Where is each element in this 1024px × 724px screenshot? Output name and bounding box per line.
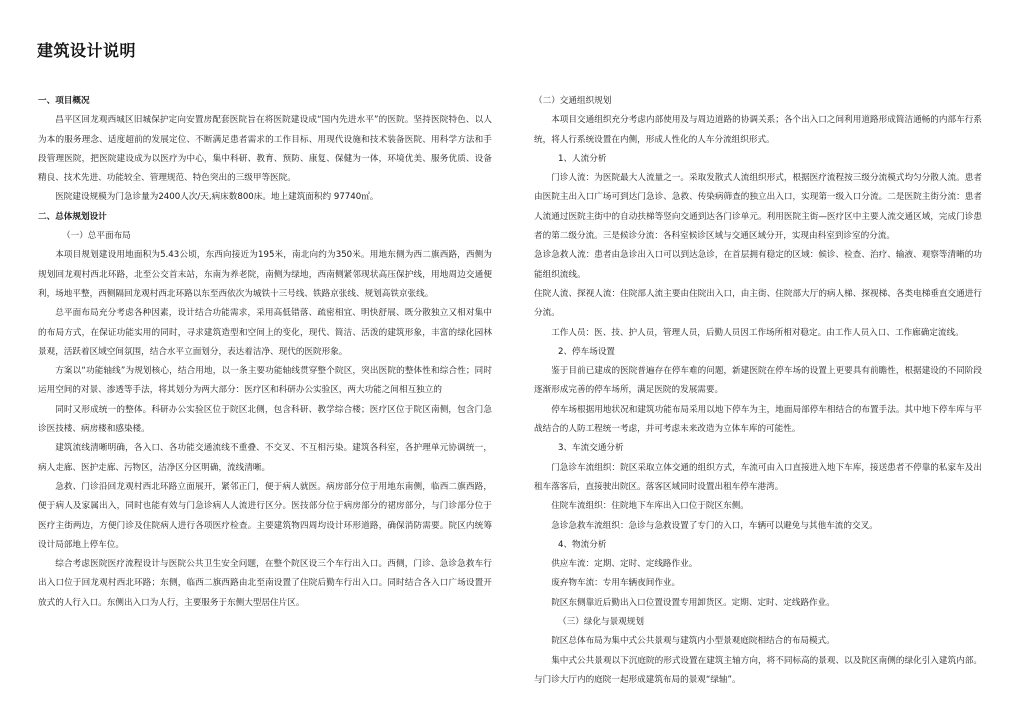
paragraph: 鉴于目前已建成的医院普遍存在停车难的问题，新建医院在停车场的设置上更要具有前瞻性，根据建设的不同阶段逐渐形成完善的停车场所，满足医院的发展需要。	[534, 366, 982, 396]
paragraph: 门急诊车流组织：院区采取立体交通的组织方式，车流可由入口直接进入地下车库，接送患者不停靠的私家车及出租车落客后，直接驶出院区。落客区域同时设置出租车停车港湾。	[534, 462, 982, 492]
subsection-heading: （三）绿化与景观规划	[558, 617, 644, 628]
right-column	[534, 92, 982, 690]
subsection-heading: 4、物流分析	[558, 539, 607, 550]
paragraph: 废弃物车流：专用车辆夜间作业。	[551, 578, 681, 589]
subsection-heading: 2、停车场设置	[558, 346, 616, 357]
paragraph: 医院建设规模为门急诊量为2400人次/天,病床数800床。地上建筑面积约 97740㎡。	[55, 192, 379, 203]
left-column	[38, 92, 492, 613]
paragraph: 同时又形成统一的整体。科研办公实验区位于院区北侧，包含科研、教学综合楼；医疗区位于院区南侧，包含门急诊医技楼、病房楼和感染楼。	[38, 404, 492, 435]
paragraph: 昌平区回龙观西城区旧城保护定向安置房配套医院旨在将医院建设成“国内先进水平”的医院。坚持医院特色、以人为本的服务理念、适度超前的发展定位、不断满足患者需求的工作目标、用现代设施和技术装备医院、用科学方法和手段管理医院，把医院建设成为以医疗为中心，集中科研、教育、预防、康复、保健为一体，环境优美、服务优质、设备精良、技术先进、功能较全、管理规范、特色突出的三级甲等医院。	[38, 115, 492, 184]
paragraph: 方案以“功能轴线”为规划核心，结合用地，以一条主要功能轴线贯穿整个院区，突出医院的整体性和综合性；同时运用空间的对景、渗透等手法，将其划分为两大部分：医疗区和科研办公实验区，两大功能之间相互独立的	[38, 366, 492, 396]
page-title: 建筑设计说明	[37, 41, 137, 60]
paragraph: 住院车流组织：住院地下车库出入口位于院区东侧。	[551, 501, 749, 512]
paragraph: 本项目交通组织充分考虑内部使用及与周边道路的协调关系；各个出入口之间利用道路形成简洁通畅的内部车行系统，将人行系统设置在内侧，形成人性化的人车分流组织形式。	[534, 115, 982, 145]
subsection-heading: （一）总平面布局	[62, 231, 131, 242]
paragraph: 急诊急救车流组织：急诊与急救设置了专门的入口，车辆可以避免与其他车流的交叉。	[551, 520, 878, 531]
section-heading: 二、总体规划设计	[38, 211, 107, 222]
paragraph: 门诊人流：为医院最大人流量之一。采取发散式人流组织形式，根据医疗流程按三级分流模式均匀分散人流。患者由医院主出入口广场可到达门急诊、急救、传染病筛查的独立出入口，实现第一级入口分流。二是医院主街分流：患者人流通过医院主街中的自动扶梯等竖向交通到达各门诊单元。利用医院主街—医疗区中主要人流交通区域，完成门诊患者的第二级分流。三是候诊分流：各科室候诊区域与交通区域分开，实现由科室到诊室的分流。	[534, 173, 982, 242]
paragraph: 院区总体布局为集中式公共景观与建筑内小型景观庭院相结合的布局模式。	[551, 636, 835, 647]
paragraph: 总平面布局充分考虑各种因素，设计结合功能需求，采用高低错落、疏密相宜、明快舒展、既分散独立又相对集中的布局方式，在保证功能实用的同时，寻求建筑造型和空间上的变化，现代、简洁、活泼的建筑形象，丰富的绿化园林景观，活跃着区域空间氛围，结合水平立面划分，表达着洁净、现代的医院形象。	[38, 308, 492, 357]
paragraph: 集中式公共景观以下沉庭院的形式设置在建筑主轴方向，将不同标高的景观、以及院区南侧的绿化引入建筑内部。与门诊大厅内的庭院一起形成建筑布局的景观“绿轴”。	[534, 655, 982, 685]
paragraph: 工作人员：医、技、护人员，管理人员，后勤人员因工作场所相对稳定。由工作人员入口、工作廊确定流线。	[551, 327, 964, 338]
paragraph: 住院人流、探视人流：住院部人流主要由住院出入口，由主街、住院部大厅的病人梯、探视梯、各类电梯垂直交通进行分流。	[534, 288, 982, 319]
paragraph: 停车场根据用地状况和建筑功能布局采用以地下停车为主，地面局部停车相结合的布置手法。其中地下停车库与平战结合的人防工程统一考虑，并可考虑未来改造为立体车库的可能性。	[534, 404, 982, 435]
subsection-heading: 3、车流交通分析	[558, 443, 624, 454]
subsection-heading: （二）交通组织规划	[534, 96, 612, 106]
paragraph: 本项目规划建设用地面积为5.43公顷，东西向接近为195米，南北向约为350米。用地东侧为西二旗西路，西侧为规划回龙观村西北环路，北至公交首末站，东南为养老院，南侧为绿地，西南侧紧邻现状高压保护线，用地周边交通便利，场地平整，西侧隔回龙观村西北环路以东至西依次为城铁十三号线、铁路京张线、规划高铁京张线。	[38, 250, 492, 299]
paragraph: 急诊急救人流：患者由急诊出入口可以到达急诊，在首层拥有稳定的区域：候诊、检查、治疗、输液、观察等清晰的功能组织流线。	[534, 250, 982, 280]
subsection-heading: 1、人流分析	[558, 153, 607, 164]
paragraph: 建筑流线清晰明确，各入口、各功能交通流线不重叠、不交叉、不互相污染。建筑各科室，各护理单元协调统一，病人走廊、医护走廊、污物区，洁净区分区明确，流线清晰。	[38, 443, 492, 473]
paragraph: 院区东侧靠近后勤出入口位置设置专用卸货区。定期、定时、定线路作业。	[551, 597, 835, 608]
paragraph: 综合考虑医院医疗流程设计与医院公共卫生安全问题，在整个院区设三个车行出入口。西侧，门诊、急诊急救车行出入口位于回龙观村西北环路；东侧，临西二旗西路由北至南设置了住院后勤车行出入口。同时结合各入口广场设置开放式的人行入口。东侧出入口为人行，主要服务于东侧大型居住片区。	[38, 559, 492, 608]
paragraph: 供应车流：定期、定时、定线路作业。	[551, 559, 698, 570]
paragraph: 急救、门诊沿回龙观村西北环路立面展开，紧邻正门，便于病人就医。病房部分位于用地东南侧，临西二旗西路，便于病人及家属出入，同时也能有效与门急诊病人人流进行区分。医技部分位于病房部分的裙房部分，与门诊部分位于医疗主街两边，方便门诊及住院病人进行各项医疗检查。主要建筑物四周均设计环形道路，确保消防需要。院区内统筹设计局部地上停车位。	[38, 481, 492, 550]
section-heading: 一、项目概况	[38, 96, 90, 106]
